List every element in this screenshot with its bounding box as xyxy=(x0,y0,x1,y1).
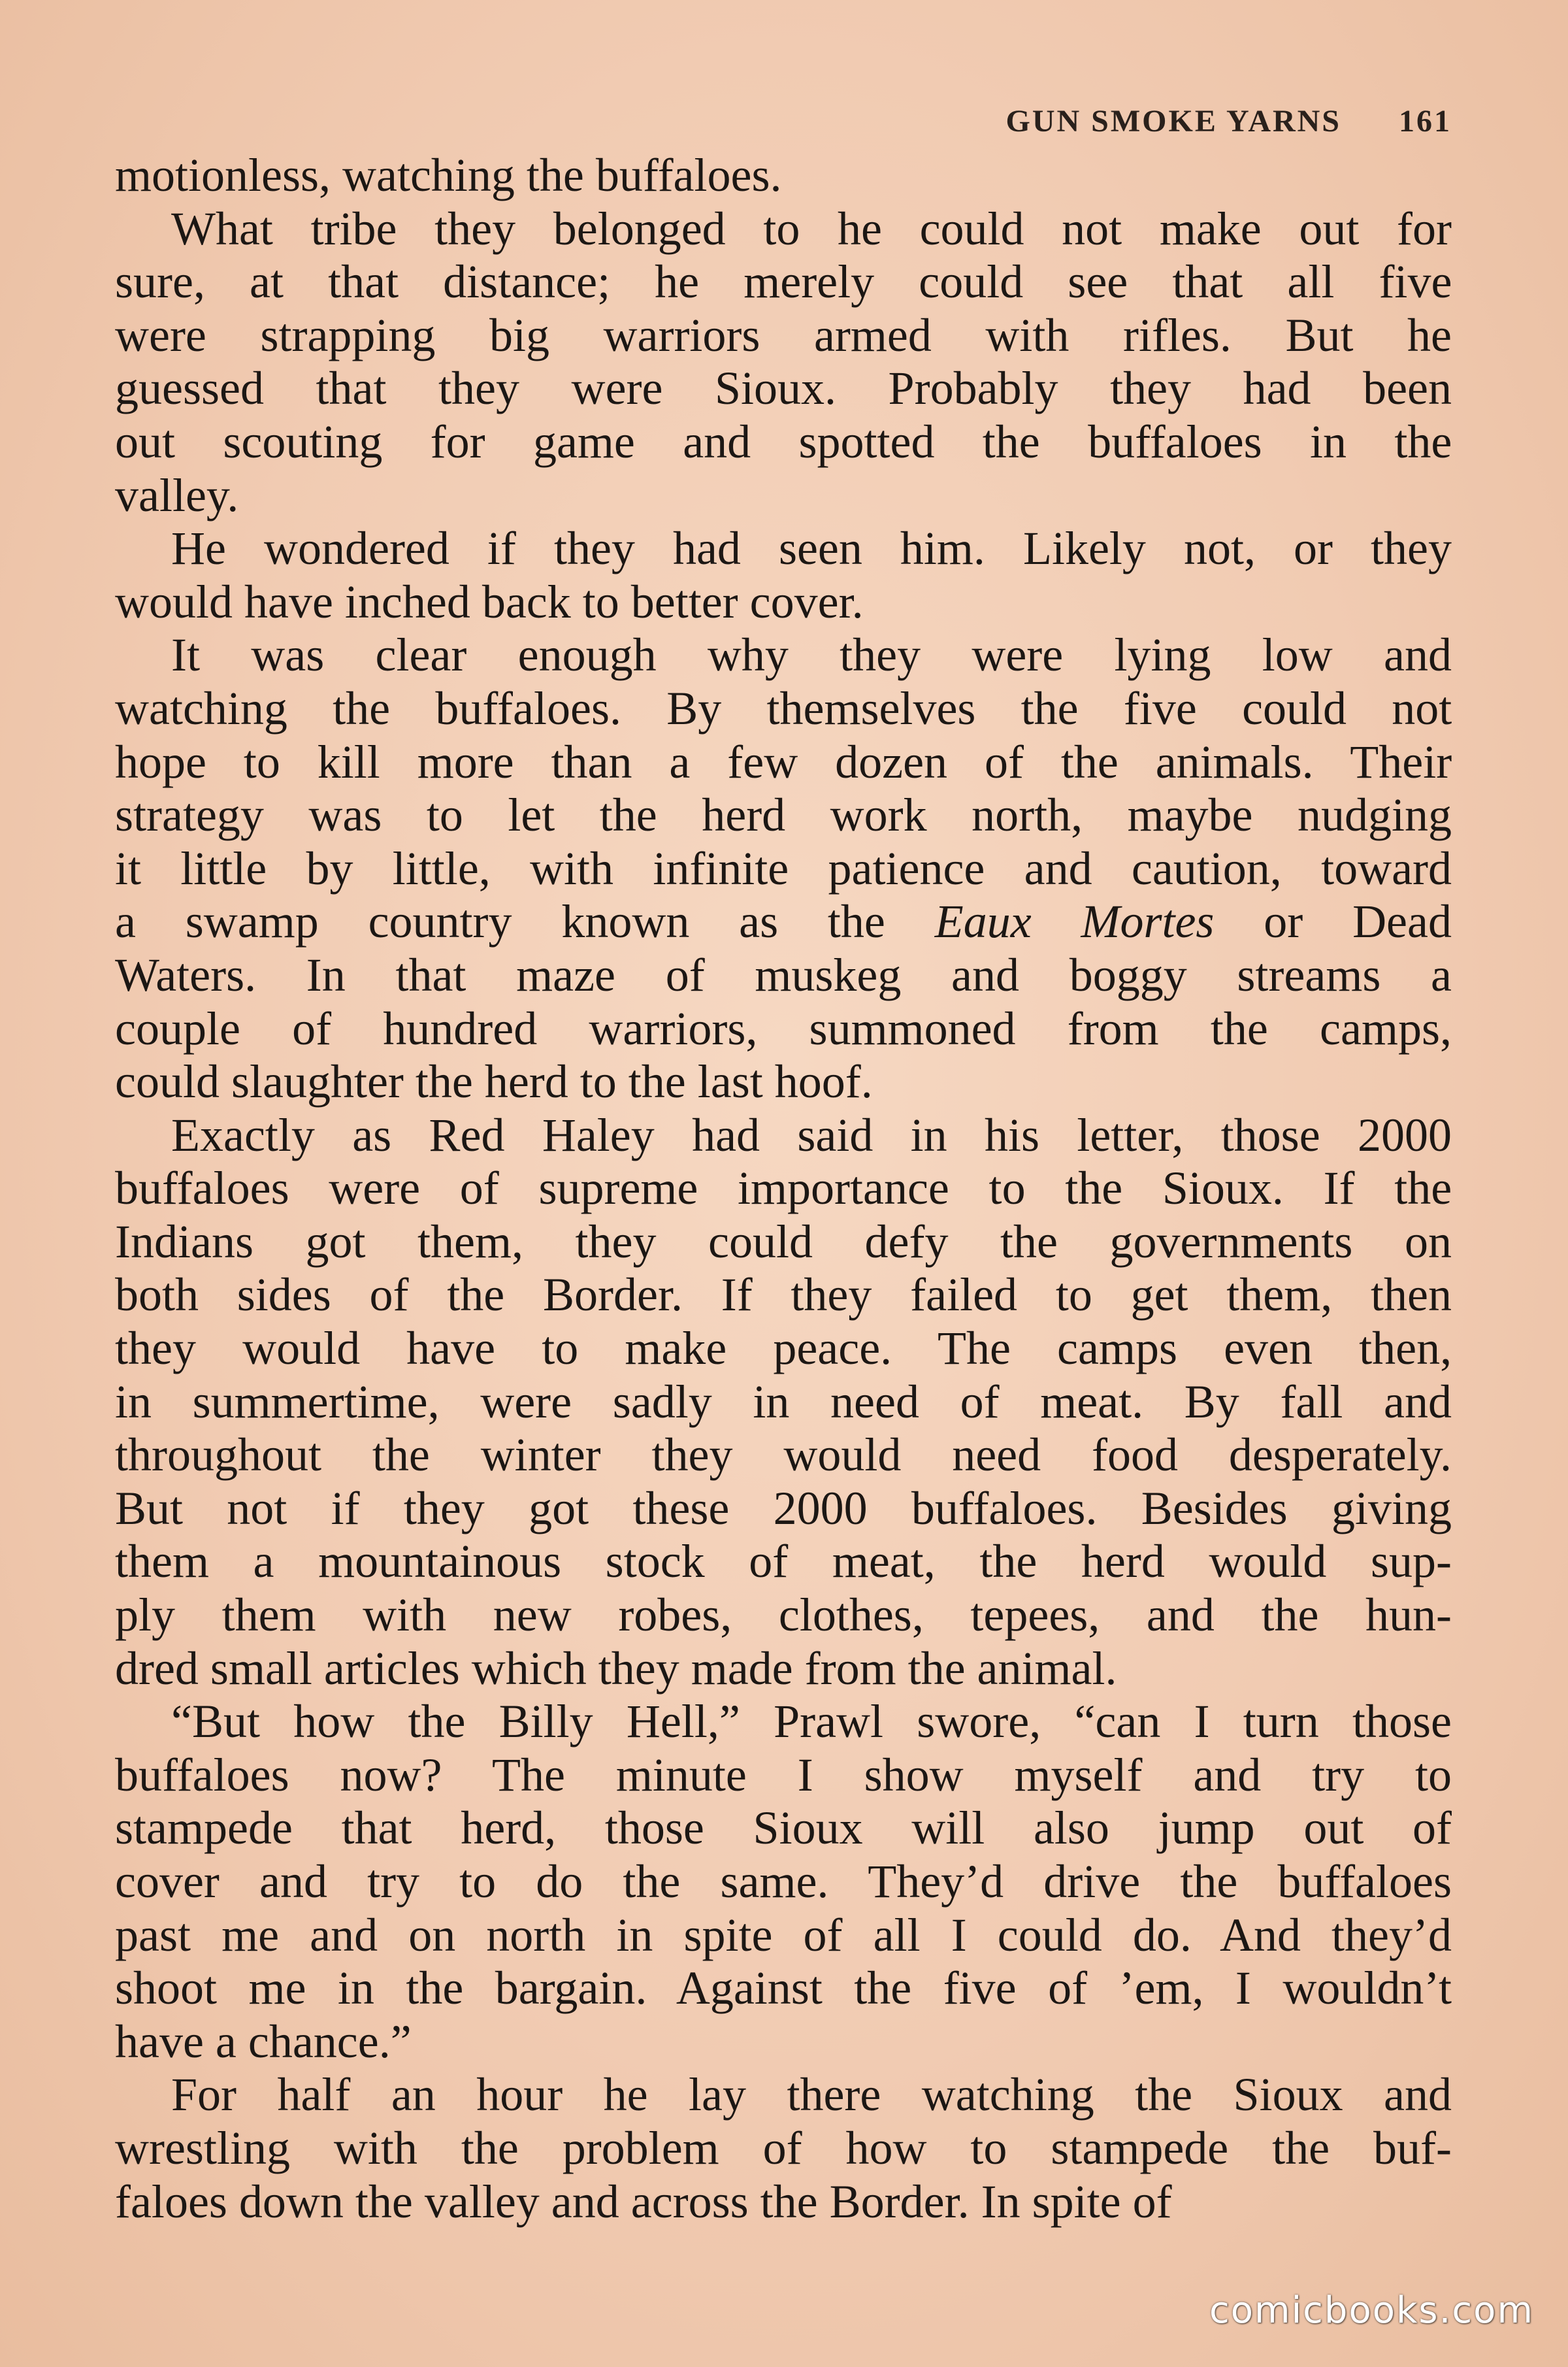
text-line: motionless, watching the buffaloes. xyxy=(115,149,782,201)
text-line: Exactly as Red Haley had said in his letter, those 2000 xyxy=(171,1108,1452,1161)
text-line: watching the buffaloes. By themselves the five could not xyxy=(115,682,1452,735)
text-line: it little by little, with infinite patience and caution, toward xyxy=(115,842,1452,895)
text-line: stampede that herd, those Sioux will also jump out of xyxy=(115,1802,1452,1855)
paragraph xyxy=(115,522,1452,629)
text-line: couple of hundred warriors, summoned from the camps, xyxy=(115,1002,1452,1055)
paragraph xyxy=(115,2068,1452,2228)
text-line: For half an hour he lay there watching the Sioux and xyxy=(171,2068,1452,2121)
text-line: He wondered if they had seen him. Likely not, or they xyxy=(171,522,1452,575)
text-line: Indians got them, they could defy the governments on xyxy=(115,1215,1452,1268)
text-line: shoot me in the bargain. Against the five of ’em, I wouldn’t xyxy=(115,1962,1452,2015)
text-line: them a mountainous stock of meat, the herd would sup- xyxy=(115,1535,1452,1588)
paragraph xyxy=(115,1695,1452,2068)
text-line: would have inched back to better cover. xyxy=(115,575,864,628)
text-line: could slaughter the herd to the last hoof. xyxy=(115,1055,873,1108)
paragraph xyxy=(115,629,1452,1108)
running-title: GUN SMOKE YARNS xyxy=(1005,104,1341,139)
text-line: dred small articles which they made from the animal. xyxy=(115,1642,1117,1695)
text-line: they would have to make peace. The camps even then, xyxy=(115,1322,1452,1375)
text-line: Waters. In that maze of muskeg and boggy streams a xyxy=(115,948,1452,1001)
watermark: comicbooks.com xyxy=(1209,2289,1534,2332)
text-line: sure, at that distance; he merely could see that all five xyxy=(115,256,1452,308)
text-line: wrestling with the problem of how to stampede the buf- xyxy=(115,2121,1452,2174)
text-line: throughout the winter they would need food desperately. xyxy=(115,1429,1452,1481)
text-line: buffaloes now? The minute I show myself and try to xyxy=(115,1748,1452,1801)
text-line: guessed that they were Sioux. Probably they had been xyxy=(115,362,1452,415)
text-line: ply them with new robes, clothes, tepees, and the hun- xyxy=(115,1589,1452,1642)
text-line: strategy was to let the herd work north, maybe nudging xyxy=(115,789,1452,842)
paragraph xyxy=(115,1109,1452,1696)
text-line: “But how the Billy Hell,” Prawl swore, “can I turn those xyxy=(171,1695,1452,1748)
text-line: past me and on north in spite of all I could do. And they’d xyxy=(115,1908,1452,1961)
italic-phrase: Eaux Mortes xyxy=(934,895,1215,948)
text-line: faloes down the valley and across the Border. In spite of xyxy=(115,2175,1172,2228)
text-line: buffaloes were of supreme importance to the Sioux. If the xyxy=(115,1162,1452,1215)
text-line: valley. xyxy=(115,469,239,521)
paragraph xyxy=(115,149,1452,203)
body-text xyxy=(115,149,1452,2228)
text-line: in summertime, were sadly in need of meat. By fall and xyxy=(115,1375,1452,1428)
text-line: cover and try to do the same. They’d drive the buffaloes xyxy=(115,1855,1452,1908)
text-line: It was clear enough why they were lying low and xyxy=(171,629,1452,682)
running-head xyxy=(1005,103,1452,139)
text-line: both sides of the Border. If they failed to get them, then xyxy=(115,1268,1452,1321)
paragraph xyxy=(115,203,1452,523)
text-line: out scouting for game and spotted the buffaloes in the xyxy=(115,415,1452,468)
text-line: hope to kill more than a few dozen of the animals. Their xyxy=(115,735,1452,788)
text-line: a swamp country known as the Eaux Mortes or Dead xyxy=(115,895,1452,948)
text-line: But not if they got these 2000 buffaloes. Besides giving xyxy=(115,1481,1452,1534)
text-line: have a chance.” xyxy=(115,2015,412,2068)
text-line: What tribe they belonged to he could not make out for xyxy=(171,202,1452,255)
text-line: were strapping big warriors armed with rifles. But he xyxy=(115,308,1452,361)
page-number: 161 xyxy=(1399,104,1452,139)
